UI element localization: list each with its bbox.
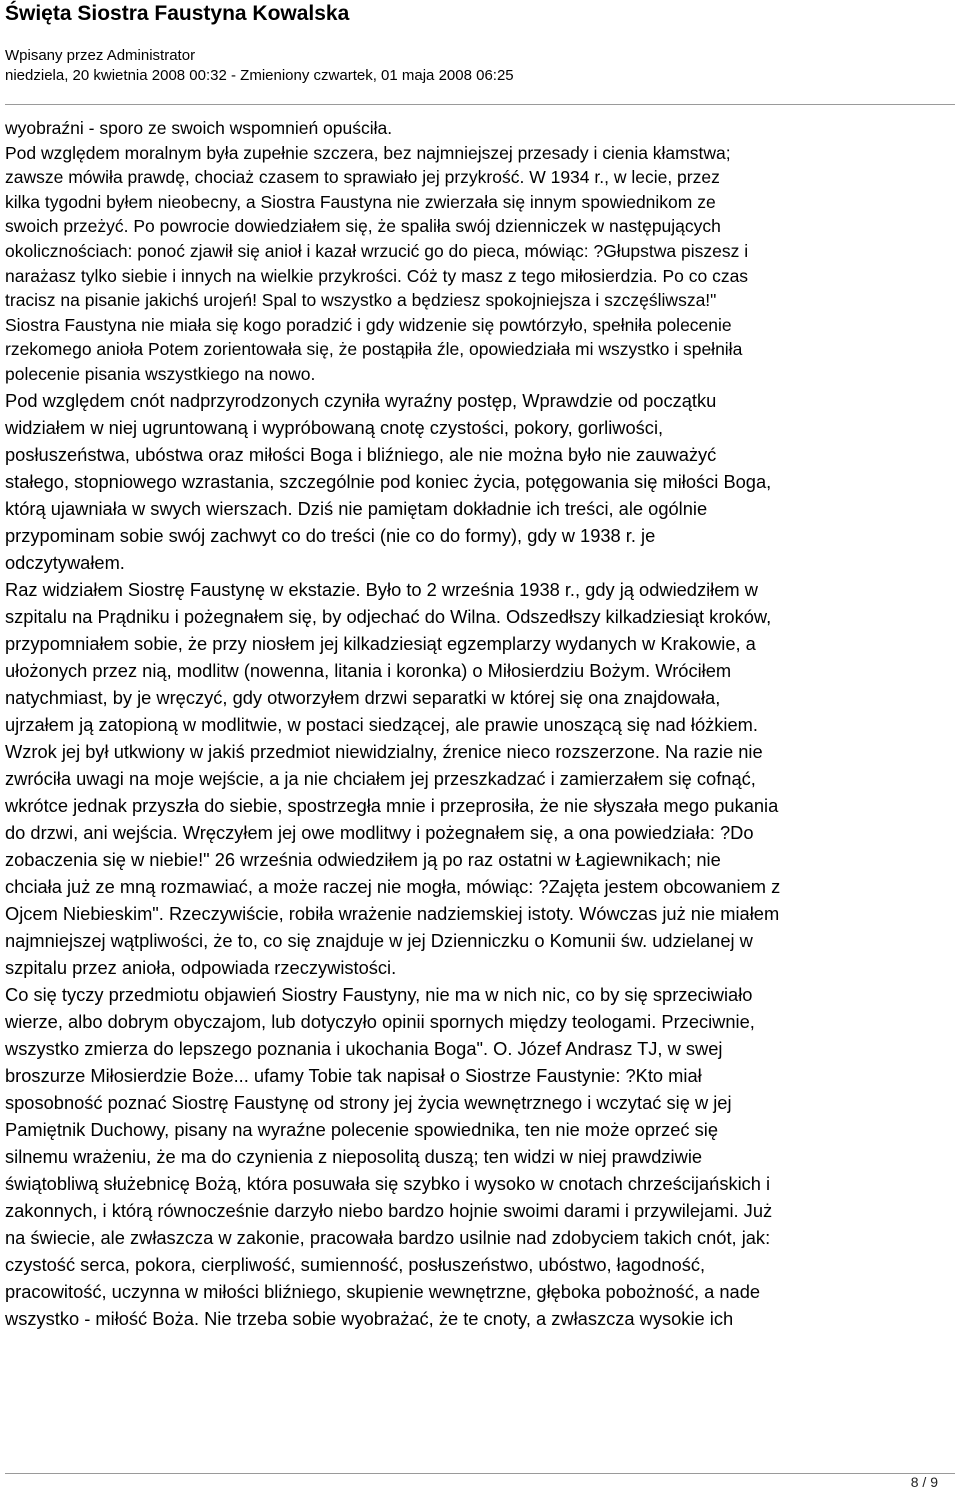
body-text-line: wszystko - miłość Boża. Nie trzeba sobie wyobrażać, że te cnoty, a zwłaszcza wysokie ich (5, 1307, 734, 1329)
body-text-line: Co się tyczy przedmiotu objawień Siostry Faustyny, nie ma w nich nic, co by się sprzeciwiało (5, 983, 753, 1005)
body-text-line: którą ujawniała w swych wierszach. Dziś nie pamiętam dokładnie ich treści, ale ogólnie (5, 497, 708, 519)
body-text-line: sposobność poznać Siostrę Faustynę od strony jej życia wewnętrznego i wczytać się w jej (5, 1091, 732, 1113)
body-text-line: szpitalu na Prądniku i pożegnałem się, by odjechać do Wilna. Odszedłszy kilkadziesiąt kroków, (5, 605, 772, 627)
body-text-line: Pamiętnik Duchowy, pisany na wyraźne polecenie spowiednika, ten nie może oprzeć się (5, 1118, 719, 1140)
body-text-line: natychmiast, by je wręczyć, gdy otworzyłem drzwi separatki w której się ona znajdowała, (5, 686, 721, 708)
article-title: Święta Siostra Faustyna Kowalska (5, 2, 350, 25)
body-text-line: odczytywałem. (5, 551, 125, 573)
body-text-line: okolicznościach: ponoć zjawił się anioł i kazał wrzucić go do pieca, mówiąc: ?Głupstwa piszesz i (5, 240, 749, 261)
body-text-line: zakonnych, i którą równocześnie darzyło niebo bardzo hojnie swoimi darami i przywilejami. Już (5, 1199, 773, 1221)
page-number: 8 / 9 (910, 1474, 938, 1490)
body-text-line: widziałem w niej ugruntowaną i wypróbowaną cnotę czystości, pokory, gorliwości, (5, 416, 664, 438)
body-text-line: Wzrok jej był utkwiony w jakiś przedmiot niewidzialny, źrenice nieco rozszerzone. Na razie nie (5, 740, 763, 762)
body-text-line: zawsze mówiła prawdę, chociaż czasem to sprawiało jej przykrość. W 1934 r., w lecie, przez (5, 167, 720, 188)
body-text-line: silnemu wrażeniu, że ma do czynienia z nieposolitą duszą; ten widzi w niej prawdziwie (5, 1145, 703, 1167)
article-header (5, 0, 955, 86)
body-text-line: Raz widziałem Siostrę Faustynę w ekstazie. Było to 2 września 1938 r., gdy ją odwiedziłem w (5, 578, 758, 600)
body-text-line: Ojcem Niebieskim". Rzeczywiście, robiła wrażenie nadziemskiej istoty. Wówczas już nie miałem (5, 902, 780, 924)
date-line: niedziela, 20 kwietnia 2008 00:32 - Zmieniony czwartek, 01 maja 2008 06:25 (5, 67, 514, 84)
body-text-line: czystość serca, pokora, cierpliwość, sumienność, posłuszeństwo, ubóstwo, łagodność, (5, 1253, 706, 1275)
body-text-line: wszystko zmierza do lepszego poznania i ukochania Boga". O. Józef Andrasz TJ, w swej (5, 1037, 723, 1059)
body-text-line: na świecie, ale zwłaszcza w zakonie, pracowała bardzo usilnie nad zdobyciem takich cnót, jak: (5, 1226, 771, 1248)
body-text-line: Siostra Faustyna nie miała się kogo poradzić i gdy widzenie się powtórzyło, spełniła polecenie (5, 314, 732, 335)
header-divider (5, 104, 955, 105)
body-text-line: kilka tygodni byłem nieobecny, a Siostra Faustyna nie zwierzała się innym spowiednikom ze (5, 191, 716, 212)
body-text-line: narażasz tylko siebie i innych na wielkie przykrości. Cóż ty masz z tego miłosierdzia. Po co czas (5, 265, 749, 286)
body-text-line: Pod względem moralnym była zupełnie szczera, bez najmniejszej przesady i cienia kłamstwa; (5, 142, 731, 163)
author-line: Wpisany przez Administrator (5, 47, 196, 64)
body-text-line: szpitalu przez anioła, odpowiada rzeczywistości. (5, 956, 397, 978)
body-text-line: chciała już ze mną rozmawiać, a może raczej nie mogła, mówiąc: ?Zajęta jestem obcowaniem z (5, 875, 781, 897)
body-text-line: swoich przeżyć. Po powrocie dowiedziałem się, że spaliła swój dzienniczek w następujących (5, 216, 721, 237)
body-text-line: ujrzałem ją zatopioną w modlitwie, w postaci siedzącej, ale prawie unoszącą się nad łóżkiem. (5, 713, 758, 735)
body-text-line: wierze, albo dobrym obyczajom, lub dotyczyło opinii spornych między teologami. Przeciwnie, (5, 1010, 755, 1032)
body-text-line: wyobraźni - sporo ze swoich wspomnień opuściła. (5, 118, 393, 138)
body-text-line: stałego, stopniowego wzrastania, szczególnie pod koniec życia, potęgowania się miłości Boga, (5, 470, 772, 492)
body-text-line: zwróciła uwagi na moje wejście, a ja nie chciałem jej przeszkadzać i zamierzałem się cofnąć, (5, 767, 756, 789)
body-text-line: polecenie pisania wszystkiego na nowo. (5, 363, 316, 384)
body-text-line: wkrótce jednak przyszła do siebie, spostrzegła mnie i przeprosiła, że nie słyszała mego pukania (5, 794, 779, 816)
article-body (5, 116, 955, 1332)
body-text-line: broszurze Miłosierdzie Boże... ufamy Tobie tak napisał o Siostrze Faustynie: ?Kto miał (5, 1064, 702, 1086)
body-text-line: najmniejszej wątpliwości, że to, co się znajduje w jej Dzienniczku o Komunii św. udzielanej w (5, 929, 753, 951)
body-text-line: rzekomego anioła Potem zorientowała się, że postąpiła źle, opowiedziała mi wszystko i spełniła (5, 339, 743, 360)
body-text-line: świątobliwą służebnicę Bożą, która posuwała się szybko i wysoko w cnotach chrześcijańskich i (5, 1172, 771, 1194)
body-text-line: zobaczenia się w niebie!" 26 września odwiedziłem ją po raz ostatni w Łagiewnikach; nie (5, 848, 721, 870)
body-text-line: posłuszeństwa, ubóstwa oraz miłości Boga i bliźniego, ale nie można było nie zauważyć (5, 443, 717, 465)
body-text-line: przypominam sobie swój zachwyt co do treści (nie co do formy), gdy w 1938 r. je (5, 524, 656, 546)
body-text-line: Pod względem cnót nadprzyrodzonych czyniła wyraźny postęp, Wprawdzie od początku (5, 389, 717, 411)
body-text-line: pracowitość, uczynna w miłości bliźniego, skupienie wewnętrzne, głęboka pobożność, a nade (5, 1280, 761, 1302)
body-text-line: przypomniałem sobie, że przy niosłem jej kilkadziesiąt egzemplarzy wydanych w Krakowie, a (5, 632, 756, 654)
footer-divider (5, 1473, 955, 1474)
body-text-line: tracisz na pisanie jakichś urojeń! Spal to wszystko a będziesz spokojniejsza i szczęśliwsza!" (5, 290, 717, 311)
body-text-line: ułożonych przez nią, modlitw (nowenna, litania i koronka) o Miłosierdziu Bożym. Wróciłem (5, 659, 732, 681)
body-text-line: do drzwi, ani wejścia. Wręczyłem jej owe modlitwy i pożegnałem się, a ona powiedziała: ?Do (5, 821, 754, 843)
